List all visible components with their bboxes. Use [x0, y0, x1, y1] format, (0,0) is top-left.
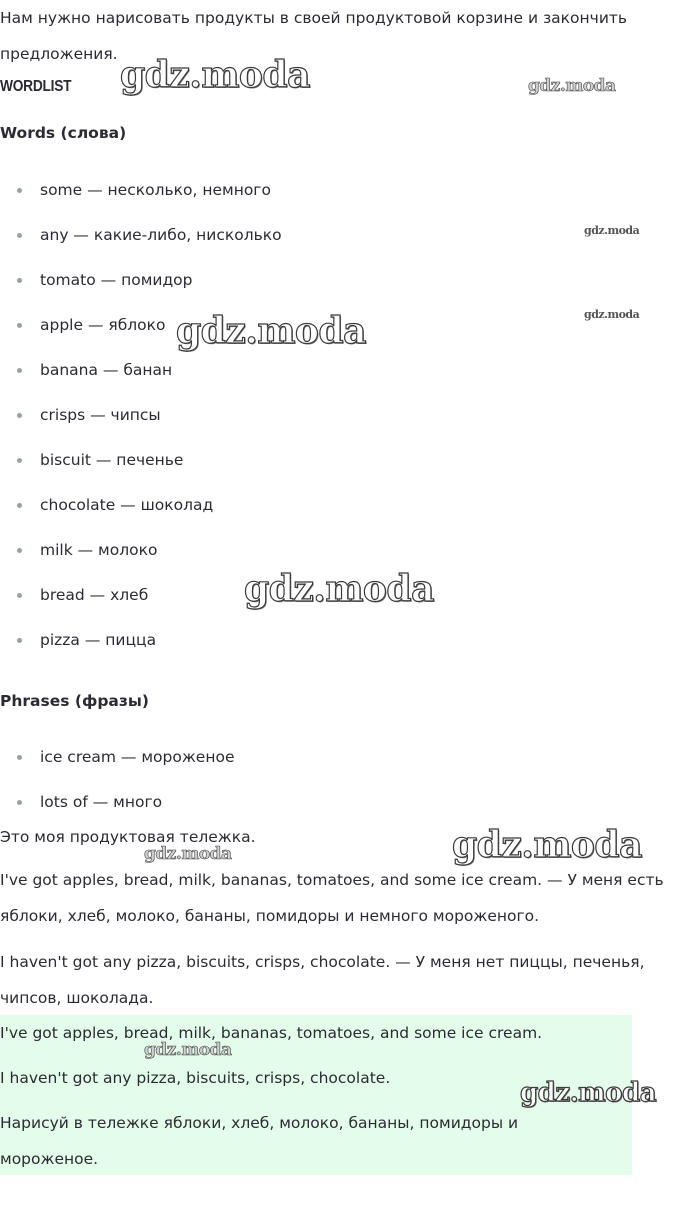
bullet-icon	[17, 548, 22, 553]
list-item: tomato — помидор	[0, 269, 282, 314]
watermark: gdz.moda	[520, 1078, 657, 1108]
words-heading: Words (слова)	[0, 124, 127, 142]
watermark: gdz.moda	[244, 568, 434, 610]
list-item: apple — яблоко	[0, 314, 282, 359]
bullet-icon	[17, 593, 22, 598]
answer-line-1: I've got apples, bread, milk, bananas, tomatoes, and some ice cream.	[0, 1024, 543, 1042]
watermark: gdz.moda	[584, 308, 640, 321]
list-item: any — какие-либо, нисколько	[0, 224, 282, 269]
translation-line-2: I've got apples, bread, milk, bananas, tomatoes, and some ice cream. — У меня есть яблоки, хлеб, молоко, бананы, помидоры и немного мороженого.	[0, 871, 664, 925]
words-list	[0, 179, 282, 674]
list-item: biscuit — печенье	[0, 449, 282, 494]
phrases-list	[0, 746, 234, 836]
watermark: gdz.moda	[176, 310, 366, 352]
watermark: gdz.moda	[528, 76, 616, 96]
bullet-icon	[17, 188, 22, 193]
watermark: gdz.moda	[144, 1040, 232, 1060]
list-item: banana — банан	[0, 359, 282, 404]
watermark: gdz.moda	[452, 824, 642, 866]
wordlist-heading: WORDLIST	[0, 78, 72, 95]
list-item: milk — молоко	[0, 539, 282, 584]
bullet-icon	[17, 638, 22, 643]
answer-line-2: I haven't got any pizza, biscuits, crisps, chocolate.	[0, 1069, 391, 1087]
bullet-icon	[17, 503, 22, 508]
watermark: gdz.moda	[584, 224, 640, 237]
translation-line-1: Это моя продуктовая тележка.	[0, 828, 256, 846]
bullet-icon	[17, 458, 22, 463]
intro-text: Нам нужно нарисовать продукты в своей продуктовой корзине и закончить предложения.	[0, 9, 628, 63]
list-item: bread — хлеб	[0, 584, 282, 629]
bullet-icon	[17, 368, 22, 373]
list-item: crisps — чипсы	[0, 404, 282, 449]
translation-line-3: I haven't got any pizza, biscuits, crisps, chocolate. — У меня нет пиццы, печенья, чипсов, шоколада.	[0, 953, 645, 1007]
bullet-icon	[17, 278, 22, 283]
bullet-icon	[17, 323, 22, 328]
list-item: pizza — пицца	[0, 629, 282, 674]
bullet-icon	[17, 233, 22, 238]
answer-box	[0, 1015, 632, 1175]
list-item: chocolate — шоколад	[0, 494, 282, 539]
watermark: gdz.moda	[144, 844, 232, 864]
answer-line-3: Нарисуй в тележке яблоки, хлеб, молоко, бананы, помидоры и мороженое.	[0, 1114, 519, 1168]
list-item: lots of — много	[0, 791, 234, 836]
bullet-icon	[17, 413, 22, 418]
bullet-icon	[17, 755, 22, 760]
list-item: ice cream — мороженое	[0, 746, 234, 791]
phrases-heading: Phrases (фразы)	[0, 692, 149, 710]
list-item: some — несколько, немного	[0, 179, 282, 224]
bullet-icon	[17, 800, 22, 805]
watermark: gdz.moda	[120, 54, 310, 96]
